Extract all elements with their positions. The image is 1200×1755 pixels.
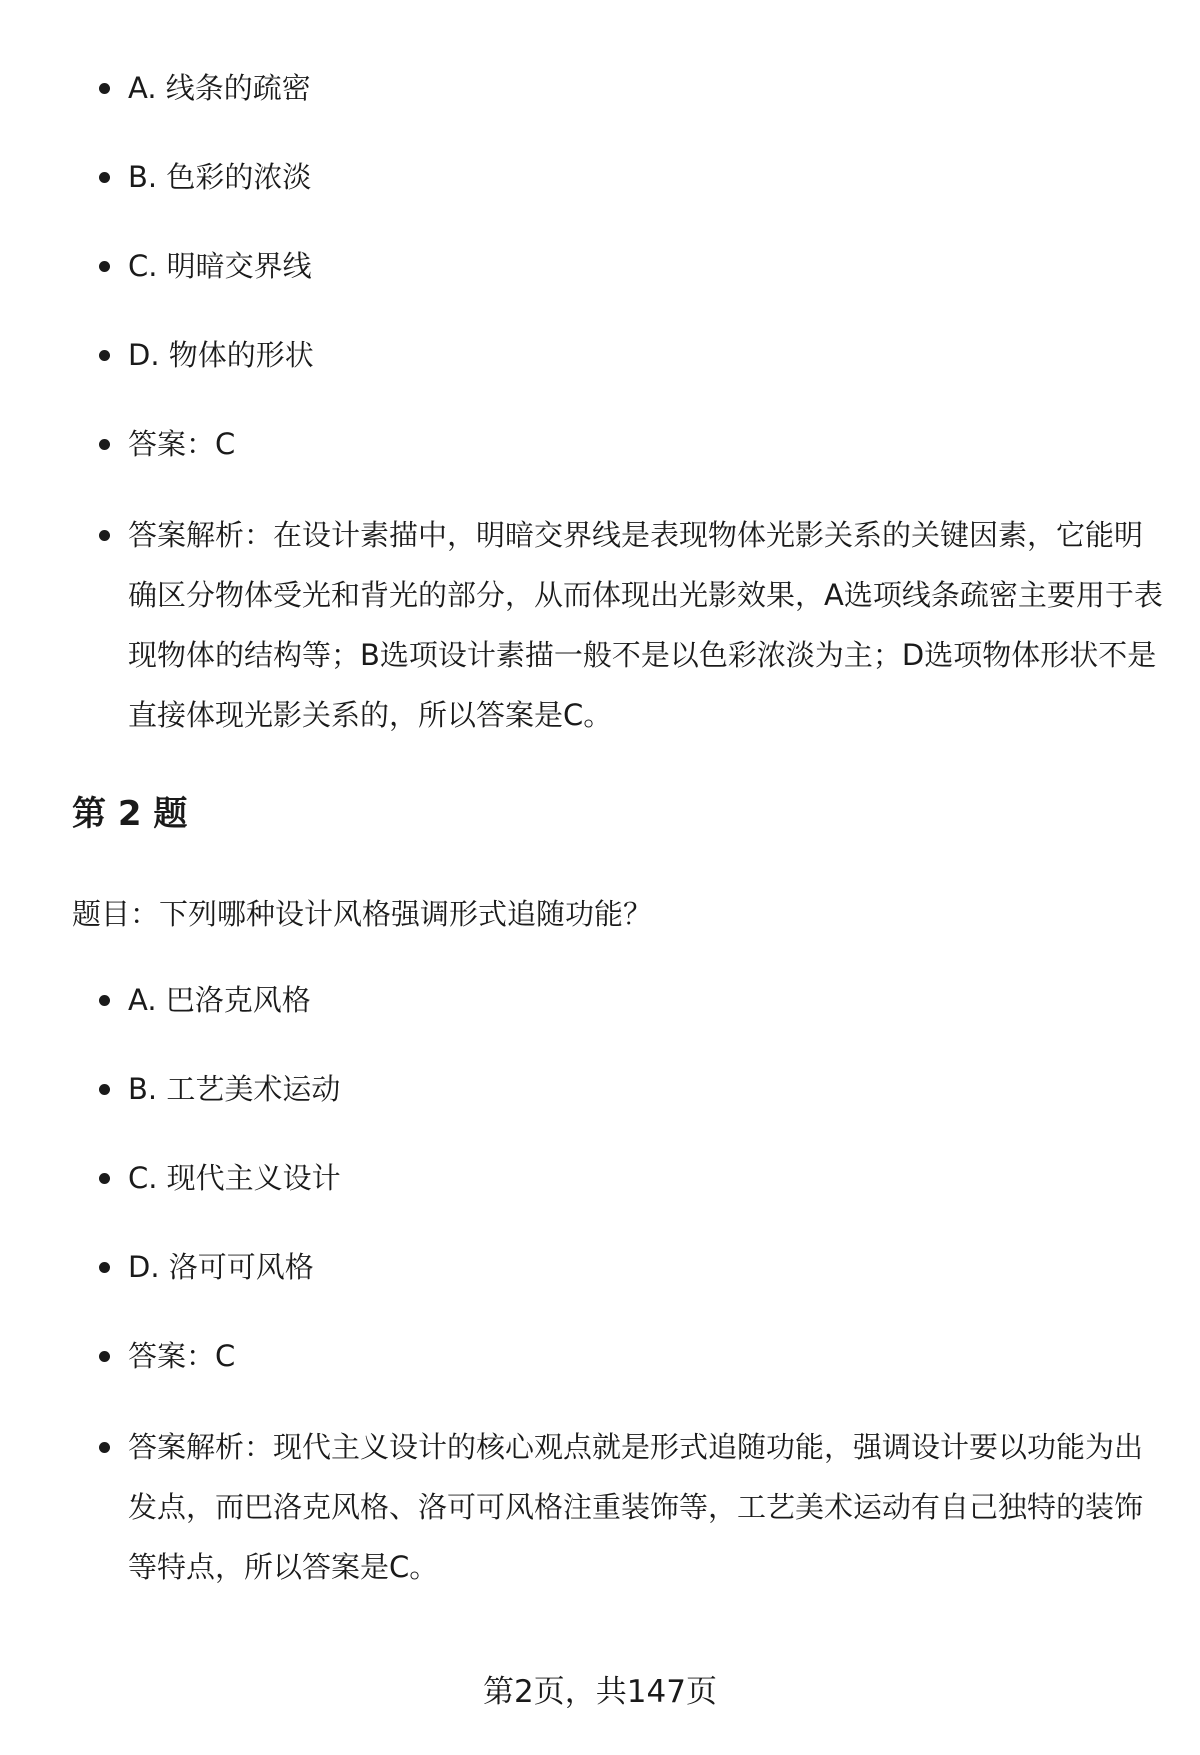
option-a: A. 巴洛克风格 xyxy=(128,970,1163,1030)
option-b: B. 工艺美术运动 xyxy=(128,1059,1163,1119)
option-a: A. 线条的疏密 xyxy=(128,58,1163,118)
answer-analysis: 答案解析：现代主义设计的核心观点就是形式追随功能，强调设计要以功能为出发点，而巴洛克风格、洛可可风格注重装饰等，工艺美术运动有自己独特的装饰等特点，所以答案是C。 xyxy=(128,1417,1163,1597)
option-c: C. 现代主义设计 xyxy=(128,1148,1163,1208)
answer-analysis: 答案解析：在设计素描中，明暗交界线是表现物体光影关系的关键因素，它能明确区分物体受光和背光的部分，从而体现出光影效果，A选项线条疏密主要用于表现物体的结构等；B选项设计素描一般不是以色彩浓淡为主；D选项物体形状不是直接体现光影关系的，所以答案是C。 xyxy=(128,505,1163,745)
option-c: C. 明暗交界线 xyxy=(128,236,1163,296)
option-b: B. 色彩的浓淡 xyxy=(128,147,1163,207)
question-2-heading: 第 2 题 xyxy=(72,794,188,834)
answer: 答案：C xyxy=(128,414,1163,474)
answer: 答案：C xyxy=(128,1326,1163,1386)
option-d: D. 物体的形状 xyxy=(128,325,1163,385)
option-d: D. 洛可可风格 xyxy=(128,1237,1163,1297)
question-2-stem: 题目：下列哪种设计风格强调形式追随功能？ xyxy=(72,897,653,931)
page-number: 第2页，共147页 xyxy=(483,1674,717,1710)
